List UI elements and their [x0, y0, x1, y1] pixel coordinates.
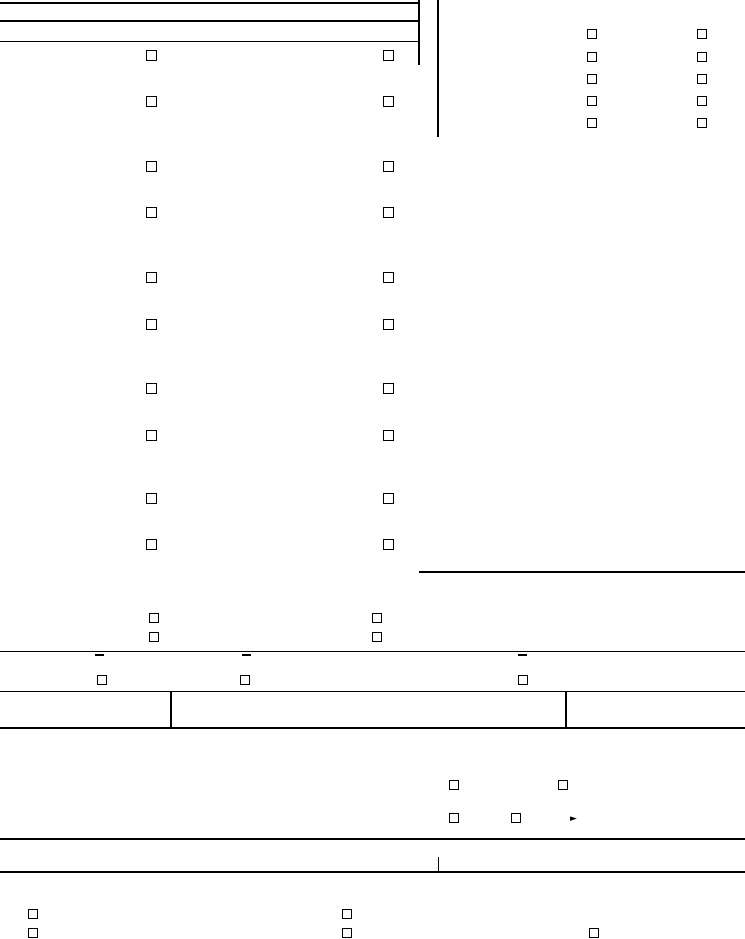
bottom-left-grid-checkbox[interactable]	[28, 909, 38, 919]
divider-row-checkbox[interactable]	[240, 675, 250, 685]
info-table-divider-2	[565, 691, 567, 727]
mid-pair-grid-checkbox[interactable]	[372, 613, 382, 623]
top-right-grid-checkbox[interactable]	[587, 118, 597, 128]
main-left-grid-checkbox[interactable]	[383, 272, 394, 283]
bottom-left-grid-checkbox[interactable]	[28, 928, 38, 938]
top-right-grid-checkbox[interactable]	[587, 96, 597, 106]
section-divider-rule	[0, 651, 745, 653]
info-table-divider-1	[170, 691, 172, 727]
main-left-grid-checkbox[interactable]	[146, 96, 157, 107]
field-tick-1	[95, 654, 104, 656]
mid-pair-grid-checkbox[interactable]	[149, 632, 159, 642]
main-left-grid-checkbox[interactable]	[383, 207, 394, 218]
options-row-1-checkbox[interactable]	[449, 780, 459, 790]
main-left-grid-checkbox[interactable]	[383, 96, 394, 107]
header-table-top-border	[0, 2, 419, 4]
mid-pair-grid-checkbox[interactable]	[372, 632, 382, 642]
main-left-grid-checkbox[interactable]	[383, 430, 394, 441]
bottom-left-grid-checkbox[interactable]	[342, 928, 352, 938]
main-left-grid-checkbox[interactable]	[383, 539, 394, 550]
divider-row-checkbox[interactable]	[518, 675, 528, 685]
main-left-grid-checkbox[interactable]	[146, 272, 157, 283]
main-left-grid-checkbox[interactable]	[383, 319, 394, 330]
signature-block-bottom-rule	[0, 871, 745, 873]
main-left-grid-checkbox[interactable]	[146, 430, 157, 441]
bottom-right-checkbox[interactable]	[589, 928, 599, 938]
signature-block-top-rule	[0, 838, 745, 840]
right-panel-divider	[437, 0, 439, 137]
header-table-bottom-border	[0, 41, 419, 43]
options-row-1-checkbox[interactable]	[558, 780, 568, 790]
main-left-grid-checkbox[interactable]	[383, 161, 394, 172]
main-left-grid-checkbox[interactable]	[146, 207, 157, 218]
info-table-bottom-border	[0, 727, 745, 729]
options-row-2-checkbox[interactable]	[449, 813, 459, 823]
main-left-grid-checkbox[interactable]	[146, 161, 157, 172]
field-tick-3	[518, 654, 527, 656]
mid-right-rule	[419, 571, 745, 573]
main-left-grid-checkbox[interactable]	[146, 493, 157, 504]
top-right-grid-checkbox[interactable]	[587, 29, 597, 39]
top-right-grid-checkbox[interactable]	[697, 118, 707, 128]
field-tick-2	[242, 654, 251, 656]
main-left-grid-checkbox[interactable]	[383, 383, 394, 394]
header-table-right-border	[418, 0, 420, 65]
arrow-right-icon: ►	[570, 814, 577, 824]
main-left-grid-checkbox[interactable]	[383, 493, 394, 504]
bottom-left-grid-checkbox[interactable]	[342, 909, 352, 919]
main-left-grid-checkbox[interactable]	[146, 319, 157, 330]
signature-block-divider	[438, 857, 440, 872]
top-right-grid-checkbox[interactable]	[697, 96, 707, 106]
top-right-grid-checkbox[interactable]	[587, 74, 597, 84]
top-right-grid-checkbox[interactable]	[697, 29, 707, 39]
main-left-grid-checkbox[interactable]	[146, 383, 157, 394]
info-table-top-border	[0, 691, 745, 693]
top-right-grid-checkbox[interactable]	[697, 74, 707, 84]
divider-row-checkbox[interactable]	[97, 675, 107, 685]
top-right-grid-checkbox[interactable]	[587, 52, 597, 62]
main-left-grid-checkbox[interactable]	[146, 50, 157, 61]
main-left-grid-checkbox[interactable]	[146, 539, 157, 550]
main-left-grid-checkbox[interactable]	[383, 50, 394, 61]
options-row-2-checkbox[interactable]	[511, 813, 521, 823]
top-right-grid-checkbox[interactable]	[697, 52, 707, 62]
mid-pair-grid-checkbox[interactable]	[149, 613, 159, 623]
header-table-middle-border	[0, 20, 419, 22]
